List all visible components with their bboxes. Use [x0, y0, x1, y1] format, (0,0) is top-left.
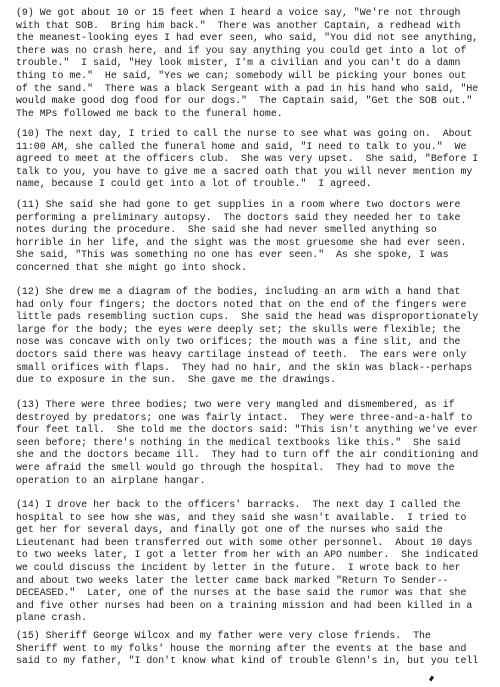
paragraph-line: and five other nurses had been on a training mission and had been killed in a: [16, 599, 473, 611]
paragraph-line: she and the doctors became ill. They had to turn off the air conditioning and: [16, 449, 479, 461]
paragraph-line: small orifices with flaps. They had no hair, and the skin was black--perhaps: [16, 361, 473, 373]
pen-mark: [429, 676, 434, 682]
paragraph-line: (11) She said she had gone to get supplies in a room where two doctors were: [16, 199, 461, 210]
paragraph-line: of the sand." There was a black Sergeant with a pad in his hand who said, "He: [16, 82, 479, 94]
paragraph-number: (12): [16, 286, 40, 297]
paragraph-line: (13) There were three bodies; two were very mangled and dismembered, as if: [16, 399, 455, 410]
paragraph-line: the meanest-looking eyes I had ever seen, who said, "You did not see anything,: [16, 32, 479, 44]
paragraph-line: (9) We got about 10 or 15 feet when I heard a voice say, "We're not through: [16, 7, 461, 18]
paragraph-line: (14) I drove her back to the officers' barracks. The next day I called the: [16, 499, 461, 510]
paragraph-line: seen before; there's nothing in the medical textbooks like this." She said: [16, 436, 461, 448]
paragraph-number: (13): [16, 399, 40, 410]
paragraph-line: plane crash.: [16, 612, 88, 624]
paragraph-line: name, because I could get into a lot of trouble." I agreed.: [16, 178, 372, 190]
paragraph-line: and about two weeks later the letter came back marked "Return To Sender--: [16, 574, 449, 586]
paragraph-13: [16, 399, 478, 487]
paragraph-line: (15) Sheriff George Wilcox and my father were very close friends. The: [16, 630, 431, 641]
paragraph-number: (15): [16, 630, 40, 641]
paragraph-line: get her for several days, and finally got one of the nurses who said the: [16, 524, 443, 536]
paragraph-line: were afraid the smell would go through the hospital. They had to move the: [16, 461, 455, 473]
paragraph-line: large for the body; the eyes were deeply set; the skulls were flexible; the: [16, 323, 461, 335]
paragraph-line: hospital to see how she was, and they said she wasn't available. I tried to: [16, 511, 467, 523]
paragraph-15: [16, 630, 478, 668]
paragraph-line: there was no crash here, and if you say anything you could get into a lot of: [16, 44, 467, 56]
paragraph-line: horrible in her life, and the sight was the most gruesome she had ever seen.: [16, 236, 467, 248]
paragraph-line: with that SOB. Bring him back." There was another Captain, a redhead with: [16, 19, 461, 31]
paragraph-line: Lieutenant had been transferred out with some other personnel. About 10 days: [16, 536, 473, 548]
paragraph-line: due to exposure in the sun. She gave me the drawings.: [16, 374, 337, 386]
paragraph-line: talk to you, you have to give me a sacred oath that you will never mention my: [16, 165, 473, 177]
paragraph-line: four feet tall. She told me the doctors said: "This isn't anything we've ever: [16, 424, 479, 436]
paragraph-line: (12) She drew me a diagram of the bodies, including an arm with a hand that: [16, 286, 461, 297]
paragraph-line: 11:00 AM, she called the funeral home and said, "I need to talk to you." We: [16, 140, 467, 152]
paragraph-line: doctors said there was heavy cartilage instead of teeth. The ears were only: [16, 348, 467, 360]
paragraph-line: nose was concave with only two orifices; the mouth was a fine slit, and the: [16, 336, 461, 348]
paragraph-number: (9): [16, 7, 34, 18]
paragraph-line: DECEASED." Later, one of the nurses at the base said the rumor was that she: [16, 587, 467, 599]
paragraph-line: to two weeks later, I got a letter from her with an APO number. She indicated: [16, 549, 479, 561]
paragraph-line: thing to me." He said, "Yes we can; somebody will be picking your bones out: [16, 69, 467, 81]
paragraph-line: said to my father, "I don't know what kind of trouble Glenn's in, but you tell: [16, 655, 479, 667]
paragraph-number: (11): [16, 199, 40, 210]
paragraph-11: [16, 199, 466, 275]
paragraph-line: little pads resembling suction cups. She said the head was disproportionately: [16, 311, 479, 323]
paragraph-line: had only four fingers; the doctors noted that on the end of the fingers were: [16, 298, 467, 310]
paragraph-line: (10) The next day, I tried to call the nurse to see what was going on. About: [16, 128, 473, 139]
paragraph-number: (14): [16, 499, 40, 510]
paragraph-line: The MPs followed me back to the funeral home.: [16, 107, 283, 119]
paragraph-12: [16, 286, 478, 387]
paragraph-line: Sheriff went to my folks' house the morning after the events at the base and: [16, 642, 467, 654]
paragraph-14: [16, 499, 478, 625]
paragraph-line: would make good dog food for our dogs." The Captain said, "Get the SOB out.": [16, 95, 473, 107]
paragraph-line: performing a preliminary autopsy. The doctors said they needed her to take: [16, 211, 461, 223]
paragraph-10: [16, 128, 478, 191]
paragraph-line: we could discuss the incident by letter in the future. I wrote back to her: [16, 561, 461, 573]
paragraph-line: trouble." I said, "Hey look mister, I'm a civilian and you can't do a damn: [16, 57, 461, 69]
paragraph-line: She said, "This was something no one has ever seen." As she spoke, I was: [16, 249, 449, 261]
paragraph-line: operation to an airplane hangar.: [16, 474, 206, 486]
paragraph-line: agreed to meet at the officers club. She was very upset. She said, "Before I: [16, 153, 479, 165]
paragraph-9: [16, 7, 478, 120]
paragraph-line: concerned that she might go into shock.: [16, 261, 248, 273]
paragraph-line: notes during the procedure. She said she had never smelled anything so: [16, 224, 437, 236]
paragraph-line: destroyed by predators; one was fairly intact. They were three-and-a-half to: [16, 411, 473, 423]
paragraph-number: (10): [16, 128, 40, 139]
